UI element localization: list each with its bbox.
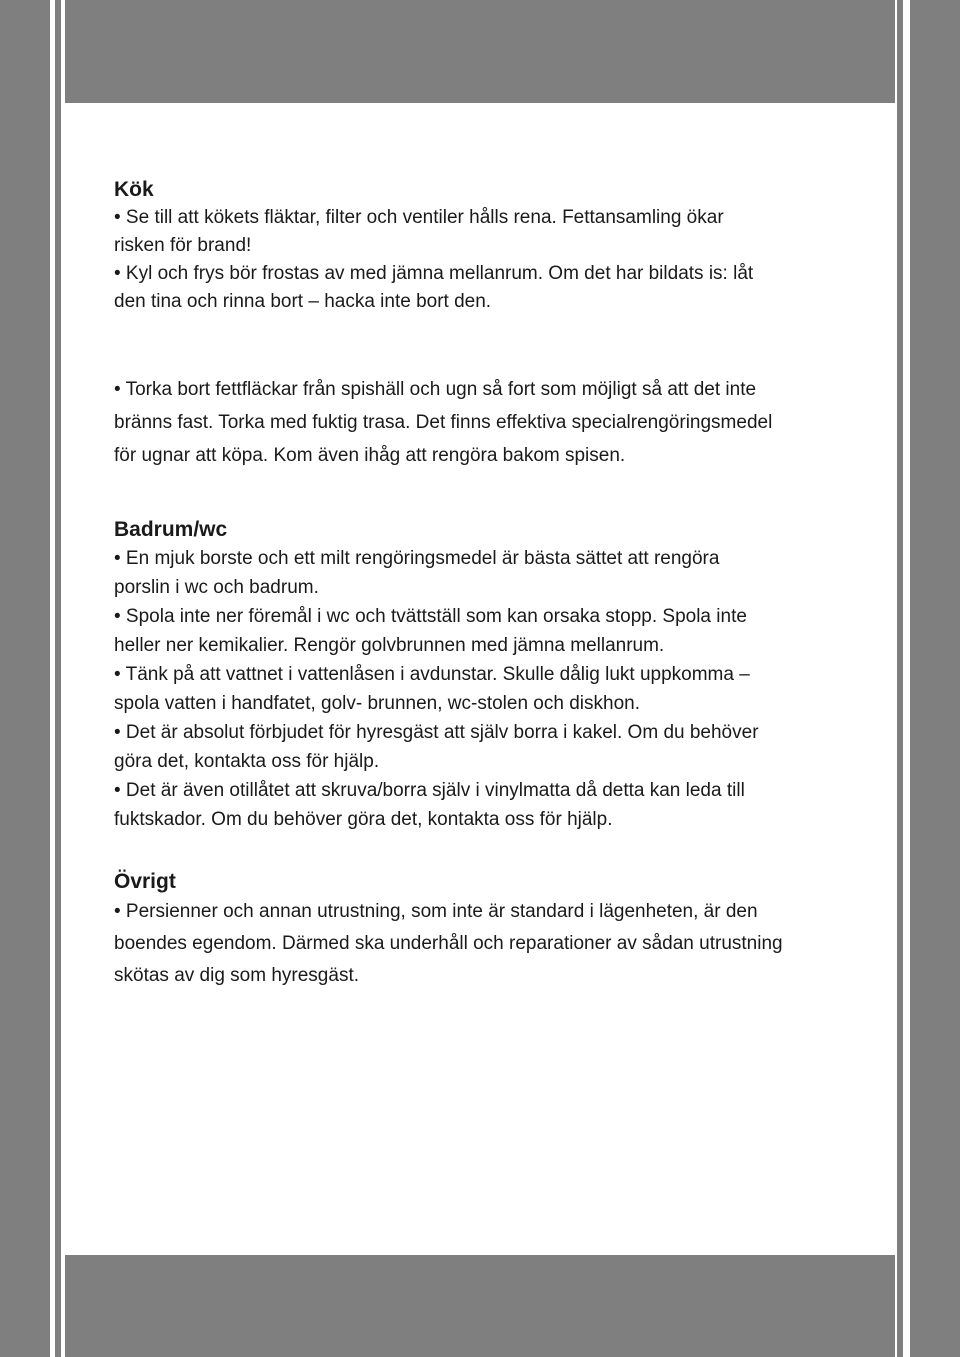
text-line: den tina och rinna bort – hacka inte bort den. bbox=[114, 291, 492, 312]
text-line: • Det är absolut förbjudet för hyresgäst att själv borra i kakel. Om du behöver bbox=[114, 722, 759, 743]
text-line: skötas av dig som hyresgäst. bbox=[114, 965, 359, 986]
section-ovrigt bbox=[114, 868, 874, 992]
text-line: • En mjuk borste och ett milt rengöringsmedel är bästa sättet att rengöra bbox=[114, 548, 720, 569]
text-line: • Torka bort fettfläckar från spishäll och ugn så fort som möjligt så att det inte bbox=[114, 379, 757, 400]
frame-left-column bbox=[0, 0, 50, 1357]
text-line: göra det, kontakta oss för hjälp. bbox=[114, 751, 380, 772]
text-line: fuktskador. Om du behöver göra det, kontakta oss för hjälp. bbox=[114, 809, 613, 830]
frame-right-stripe bbox=[897, 0, 903, 1357]
text-line: spola vatten i handfatet, golv- brunnen, wc-stolen och diskhon. bbox=[114, 693, 640, 714]
text-line: porslin i wc och badrum. bbox=[114, 577, 319, 598]
section-kok-continued bbox=[114, 373, 874, 472]
text-line: • Spola inte ner föremål i wc och tvättställ som kan orsaka stopp. Spola inte bbox=[114, 606, 747, 627]
text-line: för ugnar att köpa. Kom även ihåg att rengöra bakom spisen. bbox=[114, 445, 626, 466]
frame-top-bar bbox=[65, 0, 895, 103]
text-line: risken för brand! bbox=[114, 235, 252, 256]
heading-ovrigt: Övrigt bbox=[114, 870, 176, 893]
heading-kok: Kök bbox=[114, 178, 154, 201]
text-line: • Se till att kökets fläktar, filter och ventiler hålls rena. Fettansamling ökar bbox=[114, 207, 724, 228]
text-line: • Kyl och frys bör frostas av med jämna mellanrum. Om det har bildats is: låt bbox=[114, 263, 754, 284]
text-line: • Det är även otillåtet att skruva/borra själv i vinylmatta då detta kan leda till bbox=[114, 780, 745, 801]
text-line: bränns fast. Torka med fuktig trasa. Det finns effektiva specialrengöringsmedel bbox=[114, 412, 773, 433]
frame-left-stripe bbox=[55, 0, 61, 1357]
text-line: boendes egendom. Därmed ska underhåll och reparationer av sådan utrustning bbox=[114, 933, 783, 954]
section-badrum bbox=[114, 516, 874, 834]
text-line: • Tänk på att vattnet i vattenlåsen i avdunstar. Skulle dålig lukt uppkomma – bbox=[114, 664, 750, 685]
frame-bottom-bar bbox=[65, 1255, 895, 1357]
frame-right-column bbox=[910, 0, 960, 1357]
text-line: • Persienner och annan utrustning, som inte är standard i lägenheten, är den bbox=[114, 901, 758, 922]
heading-badrum: Badrum/wc bbox=[114, 518, 228, 541]
section-kok bbox=[114, 176, 874, 316]
text-line: heller ner kemikalier. Rengör golvbrunnen med jämna mellanrum. bbox=[114, 635, 665, 656]
